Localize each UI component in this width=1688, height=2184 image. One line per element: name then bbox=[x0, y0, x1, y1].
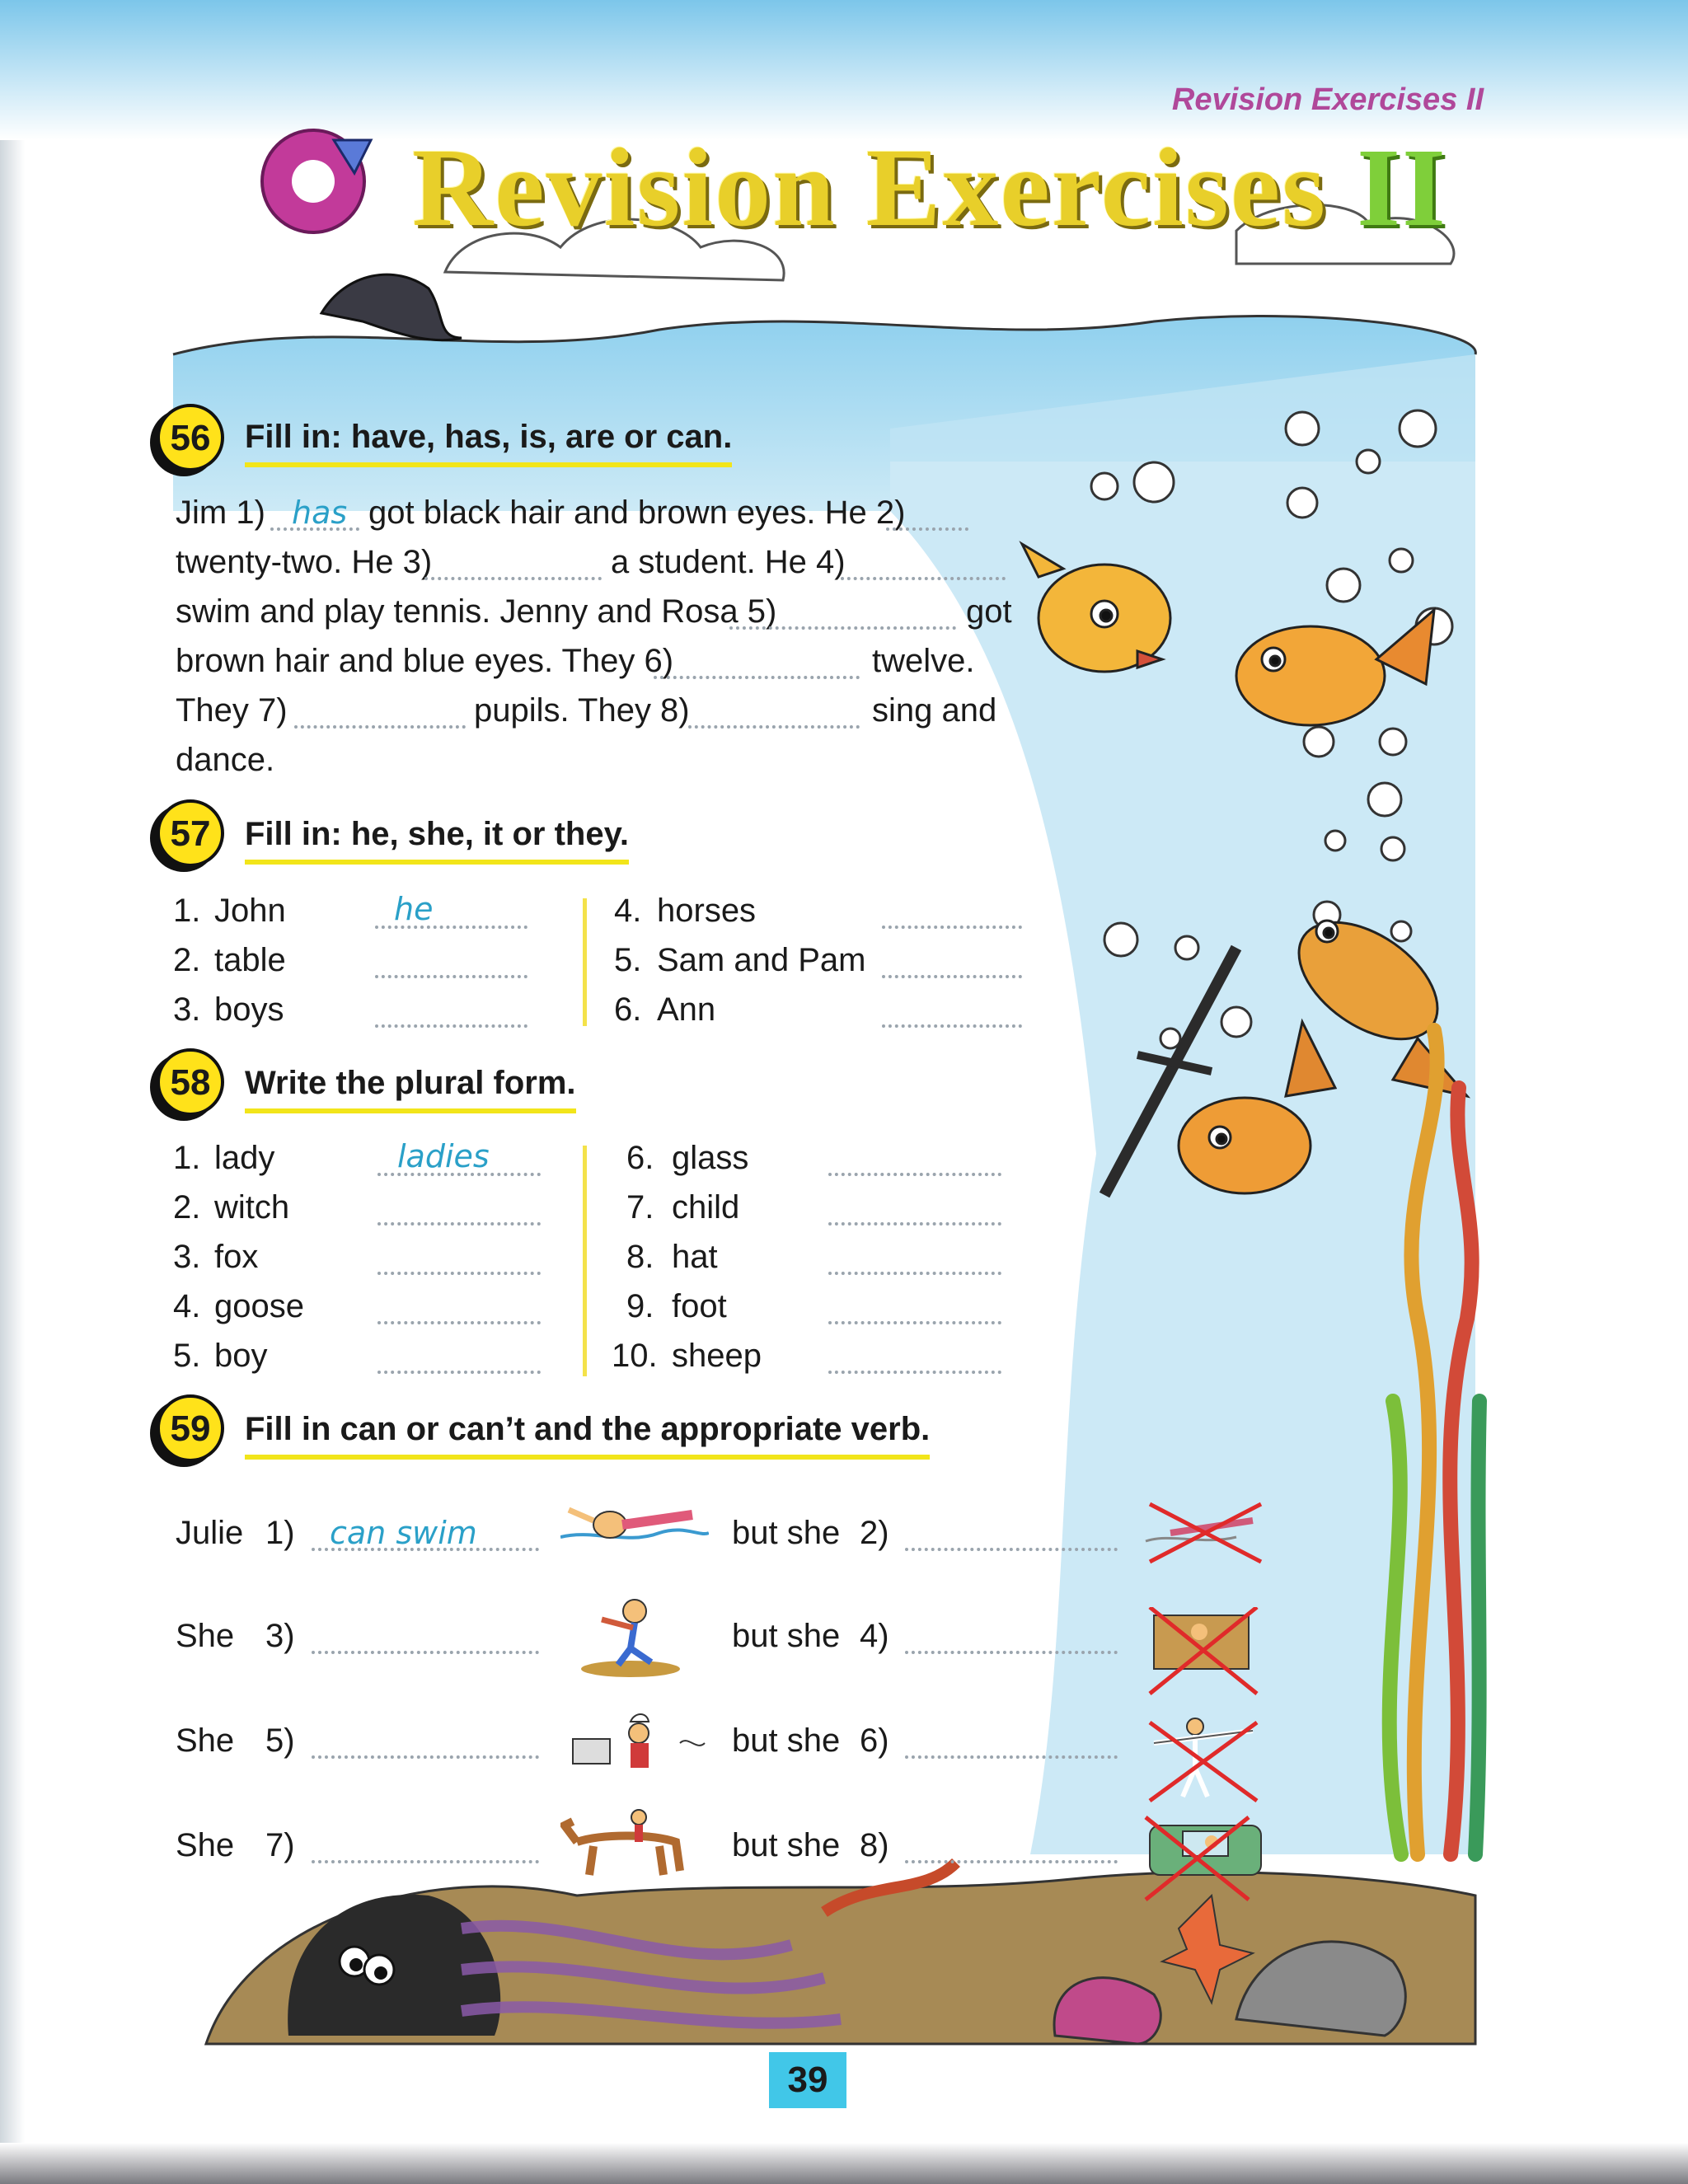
ex57-item-word: Sam and Pam bbox=[657, 942, 866, 978]
ex58-blank-10[interactable] bbox=[828, 1371, 1001, 1374]
running-head: Revision Exercises II bbox=[1171, 82, 1484, 117]
ex57-item-num: 2. bbox=[173, 942, 201, 978]
exercise-number-56: 56 bbox=[157, 404, 224, 471]
ex59-number: 8) bbox=[860, 1827, 889, 1863]
ex59-blank-5[interactable] bbox=[312, 1755, 539, 1759]
ex56-line5-start: They 7) bbox=[176, 692, 288, 729]
ex56-line6: dance. bbox=[176, 742, 275, 778]
ex57-answer-1: he bbox=[394, 891, 434, 927]
ex58-item-num: 2. bbox=[173, 1189, 201, 1226]
ex56-line5-mid: pupils. They 8) bbox=[474, 692, 690, 729]
horse-riding-picture bbox=[560, 1805, 701, 1879]
ex59-number: 4) bbox=[860, 1618, 889, 1654]
ex59-but-she: but she bbox=[732, 1618, 841, 1654]
ex58-item-num: 6. bbox=[626, 1140, 654, 1176]
ex56-line1-end: got black hair and brown eyes. He 2) bbox=[368, 494, 906, 531]
banner-title bbox=[412, 124, 1447, 252]
exercise-56-instruction: Fill in: have, has, is, are or can. bbox=[245, 419, 732, 467]
crossed-out-picture bbox=[1133, 1805, 1278, 1904]
exercise-number-57: 57 bbox=[157, 799, 224, 867]
ex59-but-she: but she bbox=[732, 1515, 841, 1551]
exercise-57-instruction: Fill in: he, she, it or they. bbox=[245, 816, 629, 865]
ex57-item-num: 1. bbox=[173, 893, 201, 929]
ex58-blank-5[interactable] bbox=[377, 1371, 541, 1374]
ex58-item-word: sheep bbox=[672, 1338, 762, 1374]
ex56-blank-2[interactable] bbox=[886, 527, 968, 531]
exercise-58-instruction: Write the plural form. bbox=[245, 1065, 576, 1113]
exercise-number-58: 58 bbox=[157, 1048, 224, 1116]
ex59-number: 5) bbox=[265, 1722, 295, 1759]
ex58-item-word: glass bbox=[672, 1140, 749, 1176]
crossed-out-picture bbox=[1137, 1500, 1286, 1566]
ex57-item-num: 5. bbox=[614, 942, 642, 978]
ex57-item-num: 6. bbox=[614, 991, 642, 1028]
ex56-line2-end: a student. He 4) bbox=[611, 544, 846, 580]
ex57-item-word: horses bbox=[657, 893, 757, 929]
ex56-blank-4[interactable] bbox=[841, 577, 1006, 580]
ex58-item-num: 10. bbox=[612, 1338, 658, 1374]
ex59-number: 6) bbox=[860, 1722, 889, 1759]
ex58-item-word: lady bbox=[214, 1140, 275, 1176]
ex58-blank-8[interactable] bbox=[828, 1272, 1001, 1275]
ex56-line3-end: got bbox=[966, 593, 1012, 630]
ex59-subject: She bbox=[176, 1827, 235, 1863]
ex56-line2-start: twenty-two. He 3) bbox=[176, 544, 433, 580]
ex57-item-word: table bbox=[214, 942, 286, 978]
ex56-blank-3[interactable] bbox=[424, 577, 602, 580]
ex58-item-num: 4. bbox=[173, 1288, 201, 1324]
banner-roman-numeral: II bbox=[1357, 126, 1447, 250]
ex57-blank-3[interactable] bbox=[375, 1024, 528, 1028]
exercise-number-59: 59 bbox=[157, 1394, 224, 1462]
ex56-line5-end: sing and bbox=[872, 692, 997, 729]
ex59-but-she: but she bbox=[732, 1827, 841, 1863]
crossed-out-picture bbox=[1142, 1607, 1265, 1698]
ex58-blank-9[interactable] bbox=[828, 1321, 1001, 1324]
ex59-blank-7[interactable] bbox=[312, 1860, 539, 1863]
crossed-out-picture bbox=[1137, 1706, 1278, 1805]
ex56-line4-end: twelve. bbox=[872, 643, 975, 679]
ex58-item-word: child bbox=[672, 1189, 740, 1226]
ex59-subject: She bbox=[176, 1618, 235, 1654]
ex58-item-word: boy bbox=[214, 1338, 268, 1374]
ex56-blank-5[interactable] bbox=[729, 626, 956, 630]
ex58-item-word: foot bbox=[672, 1288, 727, 1324]
ex59-number: 7) bbox=[265, 1827, 295, 1863]
ex57-item-word: Ann bbox=[657, 991, 716, 1028]
ex59-but-she: but she bbox=[732, 1722, 841, 1759]
ex57-item-num: 3. bbox=[173, 991, 201, 1028]
ex58-item-num: 9. bbox=[626, 1288, 654, 1324]
ex58-item-word: goose bbox=[214, 1288, 304, 1324]
ex58-item-word: fox bbox=[214, 1239, 259, 1275]
ex57-blank-5[interactable] bbox=[882, 975, 1022, 978]
ex59-blank-4[interactable] bbox=[905, 1651, 1118, 1654]
column-divider bbox=[583, 898, 587, 1026]
ex58-item-num: 5. bbox=[173, 1338, 201, 1374]
ex57-blank-2[interactable] bbox=[375, 975, 528, 978]
ex57-blank-4[interactable] bbox=[882, 926, 1022, 929]
ex58-blank-6[interactable] bbox=[828, 1173, 1001, 1176]
ex59-blank-2[interactable] bbox=[905, 1548, 1118, 1551]
ex59-blank-8[interactable] bbox=[905, 1860, 1118, 1863]
ex58-item-num: 1. bbox=[173, 1140, 201, 1176]
ex58-blank-3[interactable] bbox=[377, 1272, 541, 1275]
ex57-item-word: John bbox=[214, 893, 286, 929]
refresh-arrow-icon bbox=[256, 115, 379, 239]
ex56-blank-8[interactable] bbox=[688, 725, 860, 729]
ex59-blank-6[interactable] bbox=[905, 1755, 1118, 1759]
ex57-item-word: boys bbox=[214, 991, 284, 1028]
cooking-picture bbox=[556, 1710, 709, 1776]
ex56-answer-1: has bbox=[292, 494, 348, 531]
ex59-blank-3[interactable] bbox=[312, 1651, 539, 1654]
ex59-subject: Julie bbox=[176, 1515, 244, 1551]
ex56-blank-6[interactable] bbox=[654, 676, 860, 679]
ex58-blank-2[interactable] bbox=[377, 1222, 541, 1226]
ex59-number: 1) bbox=[265, 1515, 295, 1551]
ex59-subject: She bbox=[176, 1722, 235, 1759]
running-picture bbox=[569, 1586, 692, 1681]
ex59-answer-1: can swim bbox=[330, 1515, 477, 1551]
ex56-line1-start: Jim 1) bbox=[176, 494, 265, 531]
scan-bottom-shadow bbox=[0, 2143, 1688, 2184]
exercise-59-instruction: Fill in can or can’t and the appropriate verb. bbox=[245, 1411, 930, 1460]
ex57-item-num: 4. bbox=[614, 893, 642, 929]
ex58-item-num: 7. bbox=[626, 1189, 654, 1226]
page-number: 39 bbox=[769, 2052, 846, 2108]
ex58-answer-1: ladies bbox=[397, 1138, 490, 1174]
column-divider bbox=[583, 1146, 587, 1376]
ex58-item-word: hat bbox=[672, 1239, 718, 1275]
ex58-item-num: 8. bbox=[626, 1239, 654, 1275]
swimming-picture bbox=[560, 1500, 709, 1558]
ex56-line3-start: swim and play tennis. Jenny and Rosa 5) bbox=[176, 593, 777, 630]
ex56-line4-start: brown hair and blue eyes. They 6) bbox=[176, 643, 674, 679]
ex59-number: 2) bbox=[860, 1515, 889, 1551]
ex58-blank-4[interactable] bbox=[377, 1321, 541, 1324]
title-banner bbox=[247, 107, 1484, 255]
ex59-number: 3) bbox=[265, 1618, 295, 1654]
banner-title-text: Revision Exercises bbox=[412, 126, 1328, 250]
ex57-blank-6[interactable] bbox=[882, 1024, 1022, 1028]
ex58-item-word: witch bbox=[214, 1189, 290, 1226]
ex58-item-num: 3. bbox=[173, 1239, 201, 1275]
ex58-blank-7[interactable] bbox=[828, 1222, 1001, 1226]
ex56-blank-7[interactable] bbox=[294, 725, 466, 729]
